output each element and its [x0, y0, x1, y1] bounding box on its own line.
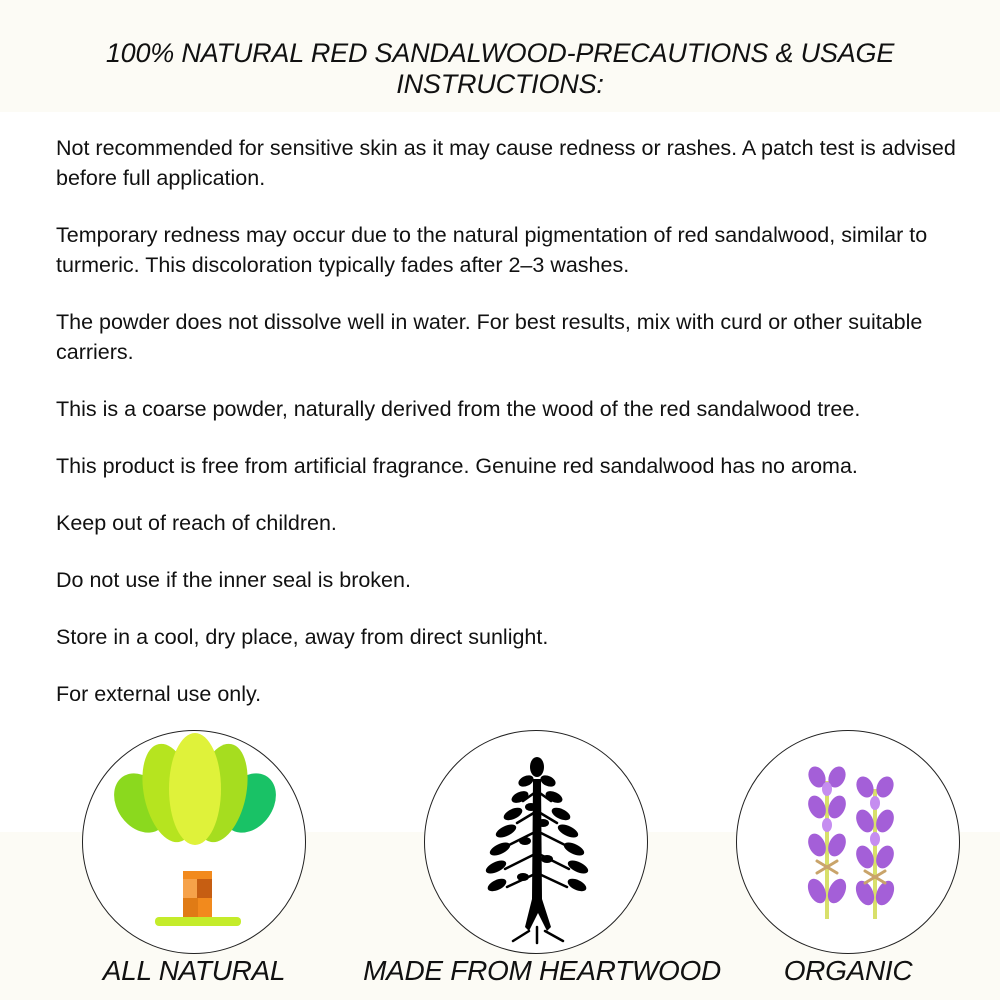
instruction-item: This product is free from artificial fragrance. Genuine red sandalwood has no aroma.	[56, 454, 858, 478]
instruction-item: Keep out of reach of children.	[56, 511, 337, 535]
badge-label: ORGANIC	[783, 955, 913, 986]
instruction-item: This is a coarse powder, naturally derived from the wood of the red sandalwood tree.	[56, 397, 861, 421]
instruction-item: Store in a cool, dry place, away from direct sunlight.	[56, 625, 549, 649]
instruction-item: The powder does not dissolve well in water. For best results, mix with curd or other suitable carriers.	[56, 310, 923, 364]
page-title: 100% NATURAL RED SANDALWOOD-PRECAUTIONS & USAGE INSTRUCTIONS:	[105, 38, 895, 99]
lavender-icon	[737, 731, 960, 954]
badge-label: ALL NATURAL	[102, 955, 286, 986]
instruction-item: Do not use if the inner seal is broken.	[56, 568, 411, 592]
instruction-item: Temporary redness may occur due to the natural pigmentation of red sandalwood, similar to turmeric. This discoloration typically fades after 2–3 washes.	[56, 223, 928, 277]
badge-circle	[736, 730, 960, 954]
badge-circle	[82, 730, 306, 954]
instruction-item: Not recommended for sensitive skin as it may cause redness or rashes. A patch test is advised before full application.	[56, 136, 956, 190]
tree-silhouette-icon	[425, 731, 648, 954]
instructions-list	[56, 133, 956, 736]
instruction-item: For external use only.	[56, 682, 262, 706]
badge-circle	[424, 730, 648, 954]
tree-icon	[83, 731, 306, 954]
badge-label: MADE FROM HEARTWOOD	[363, 955, 721, 986]
